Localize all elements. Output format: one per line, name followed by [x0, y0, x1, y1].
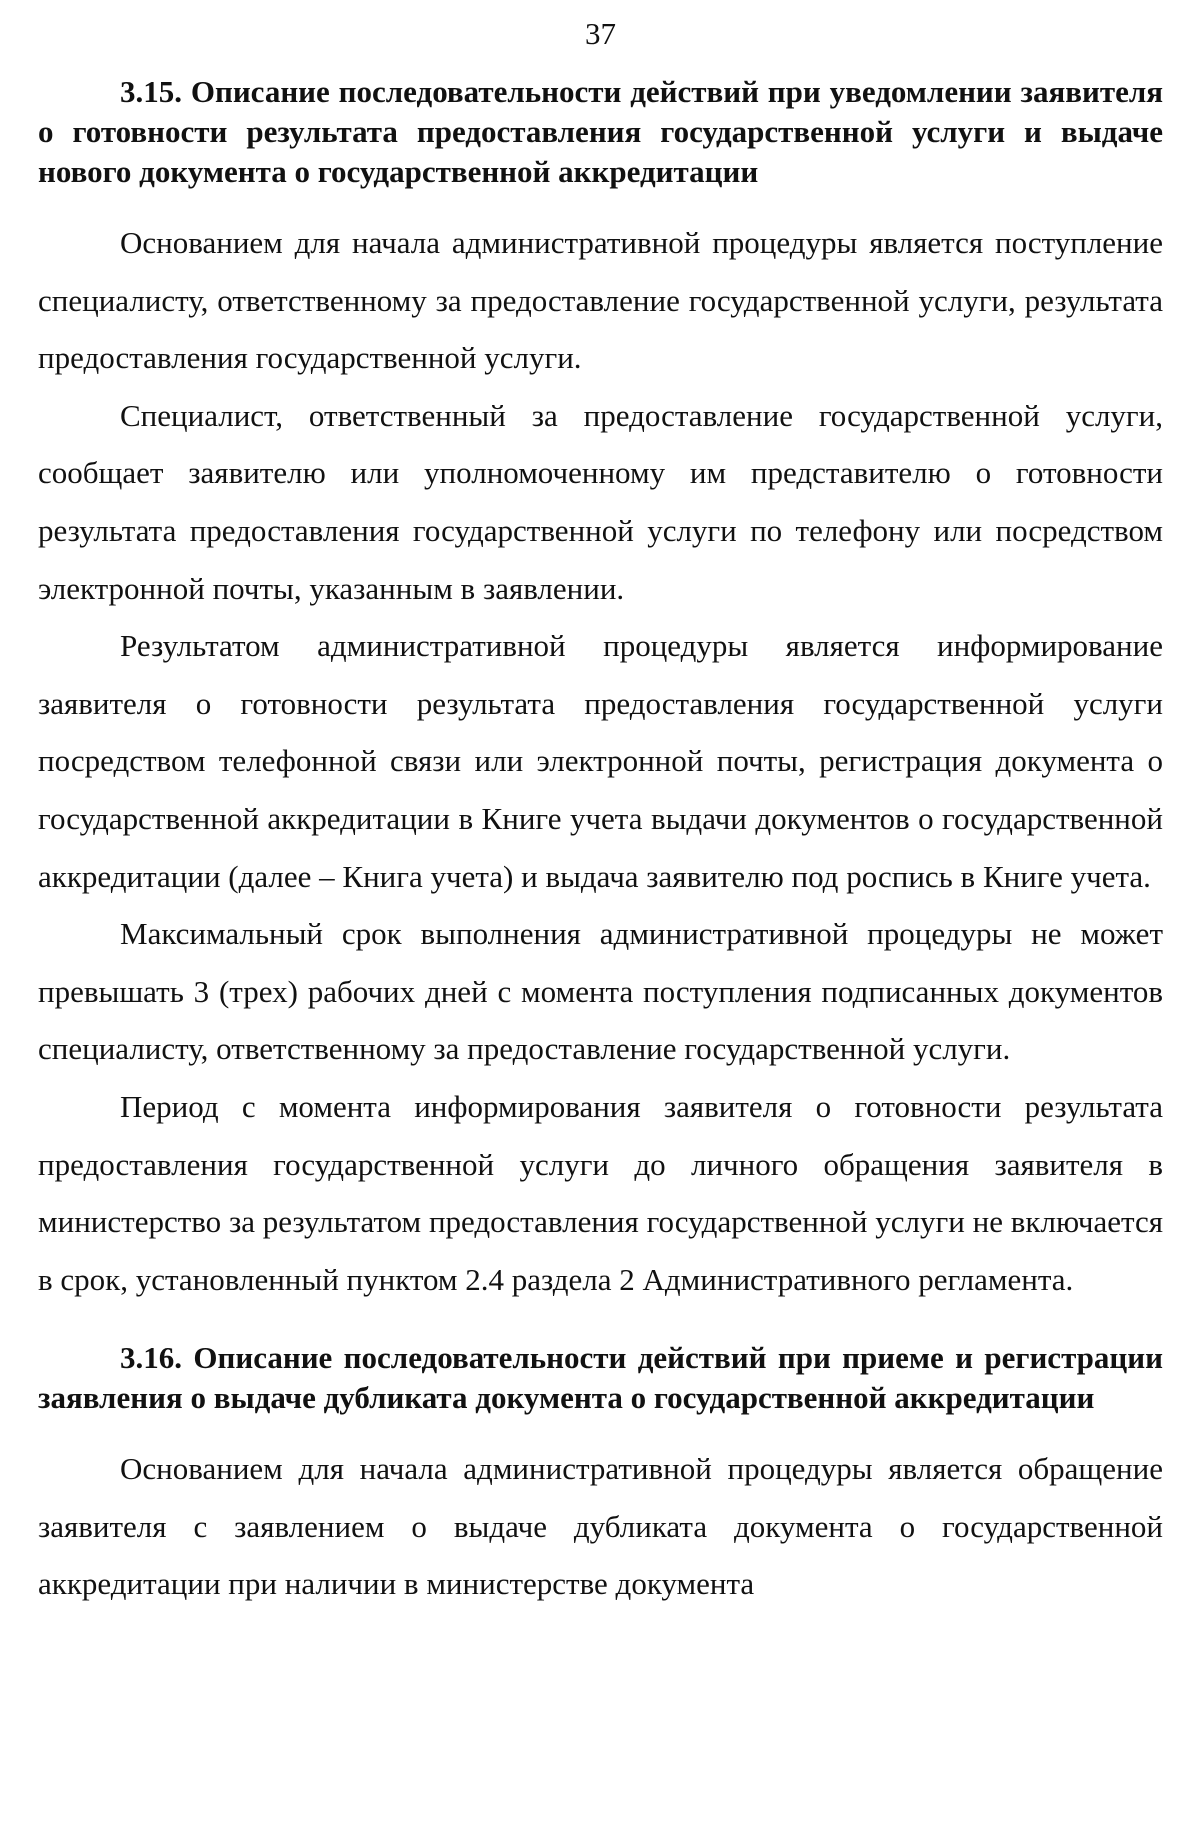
paragraph: Основанием для начала административной процедуры является поступление специалисту, ответственному за предоставление государственной услуги, результата предоставления государственной услуги.: [38, 225, 1163, 376]
section-heading: 3.16. Описание последовательности действий при приеме и регистрации заявления о выдаче дубликата документа о государственной аккредитации: [38, 1340, 1163, 1416]
section-heading: 3.15. Описание последовательности действий при уведомлении заявителя о готовности результата предоставления государственной услуги и выдаче нового документа о государственной аккредитации: [38, 74, 1163, 189]
paragraph: Период с момента информирования заявителя о готовности результата предоставления государственной услуги до личного обращения заявителя в министерство за результатом предоставления государственной услуги не включается в срок, установленный пунктом 2.4 раздела 2 Административного регламента.: [38, 1088, 1163, 1297]
paragraph: Максимальный срок выполнения административной процедуры не может превышать 3 (трех) рабочих дней с момента поступления подписанных документов специалисту, ответственному за предоставление государственной услуги.: [38, 916, 1163, 1067]
section-3-15: [38, 72, 1163, 1308]
paragraph: Основанием для начала административной процедуры является обращение заявителя с заявлением о выдаче дубликата документа о государственной аккредитации при наличии в министерстве документа: [38, 1451, 1163, 1602]
paragraph: Специалист, ответственный за предоставление государственной услуги, сообщает заявителю или уполномоченному им представителю о готовности результата предоставления государственной услуги по телефону или посредством электронной почты, указанным в заявлении.: [38, 397, 1163, 606]
document-page: [38, 0, 1163, 1613]
section-3-16: [38, 1338, 1163, 1613]
page-number: 37: [585, 16, 616, 51]
paragraph: Результатом административной процедуры является информирование заявителя о готовности результата предоставления государственной услуги посредством телефонной связи или электронной почты, регистрация документа о государственной аккредитации в Книге учета выдачи документов о государственной аккредитации (далее – Книга учета) и выдача заявителю под роспись в Книге учета.: [38, 628, 1163, 894]
